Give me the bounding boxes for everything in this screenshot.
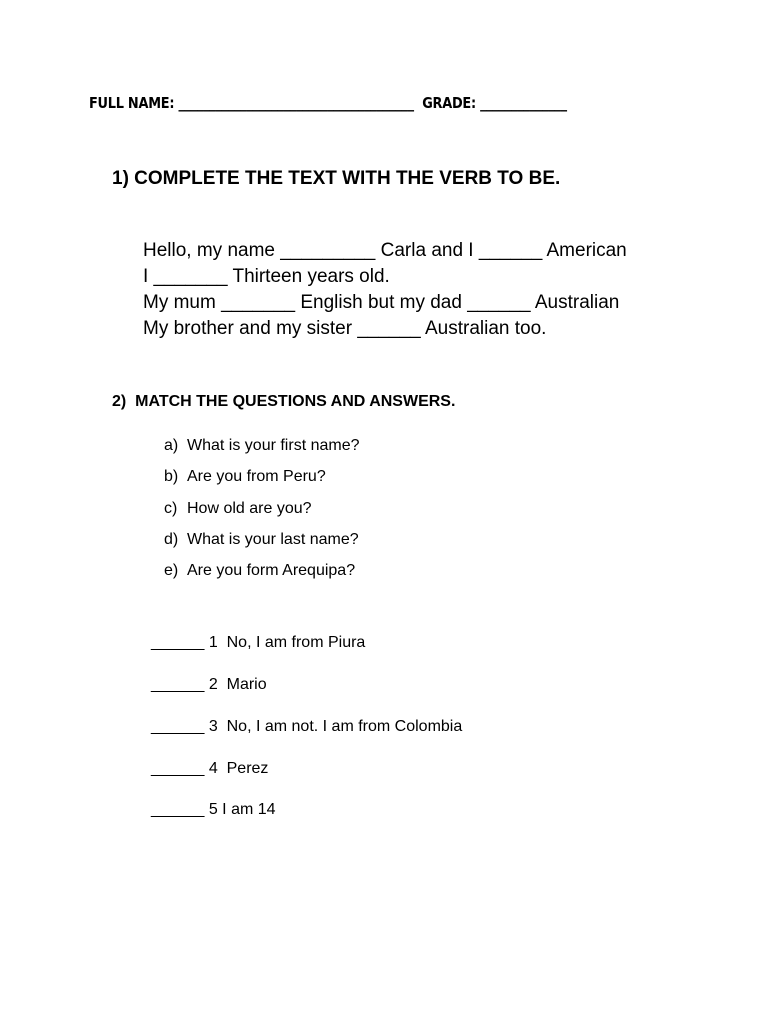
question-text: How old are you? (187, 500, 312, 517)
question-text: Are you from Peru? (187, 468, 326, 485)
question-letter: c) (164, 500, 178, 517)
story-line: I _______ Thirteen years old. (143, 266, 390, 287)
answer-item: ______ 4 Perez (151, 760, 269, 777)
answer-item: ______ 2 Mario (151, 676, 267, 693)
story-line: Hello, my name _________ Carla and I ______ American (143, 240, 627, 261)
question-text: What is your first name? (187, 437, 360, 454)
answer-item: ______ 5 I am 14 (151, 801, 276, 818)
question-letter: e) (164, 562, 179, 579)
question-letter: b) (164, 468, 179, 485)
story-line: My brother and my sister ______ Australian too. (143, 318, 547, 339)
section1-heading: 1) COMPLETE THE TEXT WITH THE VERB TO BE. (112, 168, 561, 189)
question-text: What is your last name? (187, 531, 359, 548)
story-line: My mum _______ English but my dad ______ Australian (143, 292, 620, 313)
question-letter: a) (164, 437, 179, 454)
question-text: Are you form Arequipa? (187, 562, 356, 579)
answer-item: ______ 1 No, I am from Piura (151, 634, 366, 651)
answer-item: ______ 3 No, I am not. I am from Colombia (151, 718, 463, 735)
header-name-grade-line: FULL NAME: ______________________________________ GRADE: ______________ (89, 94, 567, 112)
section2-heading: 2) MATCH THE QUESTIONS AND ANSWERS. (112, 393, 456, 410)
question-letter: d) (164, 531, 179, 548)
